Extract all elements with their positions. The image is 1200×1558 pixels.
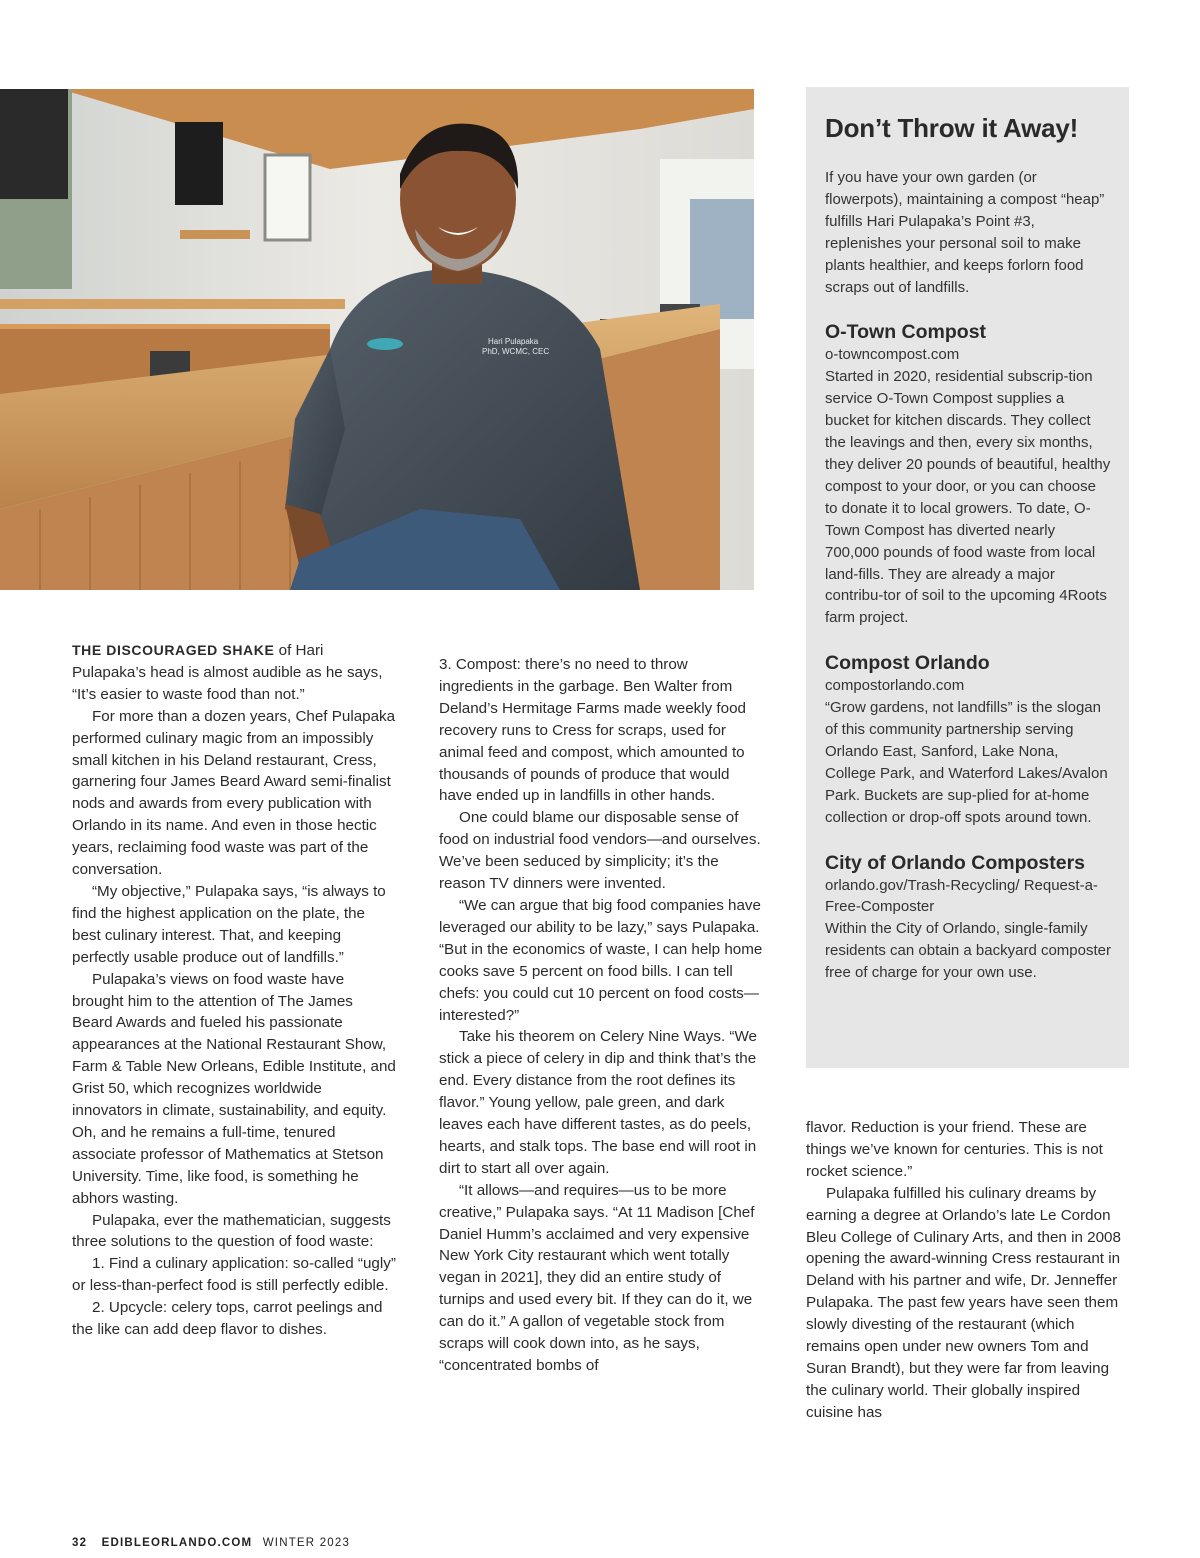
section-url: o-towncompost.com [825, 346, 960, 364]
paragraph: “It allows—and requires—us to be more creative,” Pulapaka says. “At 11 Madison [Chef Daniel Humm’s acclaimed and very expensive New York City restaurant which went totally vegan in 2021], they did an entire study of turnips and used every bit. If they can do it, we can do it.” A gallon of vegetable stock from scraps will cook down into, as he says, “concentrated bombs of [439, 1181, 755, 1374]
article-column-3 [806, 1117, 1130, 1424]
section-heading: O-Town Compost [825, 321, 987, 344]
paragraph: Pulapaka’s views on food waste have brought him to the attention of The James Beard Awards and fueled his passionate appearances at the National Restaurant Show, Farm & Table New Orleans, Edible Institute, and Grist 50, which recognizes worldwide innovators in climate, sustainability, and equity. Oh, and he remains a full-time, tenured associate professor of Mathematics at Stetson University. Time, like food, is something he abhors wasting. [72, 970, 396, 1207]
page-footer [72, 1537, 350, 1549]
page-number: 32 [72, 1537, 88, 1549]
paragraph-text: of Hari Pulapaka’s head is almost audible as he says, “It’s easier to waste food than not.” [72, 642, 383, 703]
section-url: orlando.gov/Trash-Recycling/ Request-a-Free-Composter [825, 876, 1098, 916]
jacket-logo-icon [367, 338, 403, 350]
sidebar-intro: If you have your own garden (or flowerpots), maintaining a compost “heap” fulfills Hari Pulapaka’s Point #3, replenishes your personal soil to make plants healthier, and keeps forlorn food scraps out of landfills. [825, 169, 1105, 296]
article-column-2 [439, 654, 763, 1377]
section-heading: Compost Orlando [825, 652, 990, 675]
sidebar-section-compost-orlando [825, 651, 1111, 828]
sidebar-title: Don’t Throw it Away! [825, 113, 1079, 143]
sidebar-box [806, 87, 1129, 1068]
kitchen-scene-illustration [0, 89, 754, 590]
paragraph: 1. Find a culinary application: so-called “ugly” or less-than-perfect food is still perfectly edible. [72, 1255, 396, 1295]
section-text: Within the City of Orlando, single-family residents can obtain a backyard composter free of charge for your own use. [825, 920, 1111, 982]
paragraph: 2. Upcycle: celery tops, carrot peelings and the like can add deep flavor to dishes. [72, 1299, 383, 1339]
paragraph: “My objective,” Pulapaka says, “is always to find the highest application on the plate, the best culinary interest. That, and keeping perfectly usable produce out of landfills.” [72, 882, 386, 966]
sidebar-section-otown [825, 320, 1111, 629]
article-column-1 [72, 640, 396, 1341]
paragraph: Pulapaka, ever the mathematician, suggests three solutions to the question of food waste: [72, 1211, 391, 1251]
issue-label: WINTER 2023 [262, 1537, 351, 1549]
section-url: compostorlando.com [825, 677, 965, 695]
lead-in: THE DISCOURAGED SHAKE [72, 642, 275, 658]
chef-photo [0, 89, 754, 590]
jacket-credentials-text: PhD, WCMC, CEC [482, 347, 550, 356]
paragraph: One could blame our disposable sense of food on industrial food vendors—and ourselves. We’ve been seduced by simplicity; it’s the reason TV dinners were invented. [439, 809, 761, 893]
paragraph: Pulapaka fulfilled his culinary dreams by earning a degree at Orlando’s late Le Cordon Bleu College of Culinary Arts, and then in 2008 opening the award-winning Cress restaurant in Deland with his partner and wife, Dr. Jenneffer Pulapaka. The past few years have seen them slowly divesting of the restaurant (which remains open under new owners Tom and Suran Brandt), but they were far from leaving the culinary world. Their globally inspired cuisine has [806, 1184, 1121, 1421]
paragraph [72, 640, 396, 706]
section-heading: City of Orlando Composters [825, 851, 1086, 874]
sidebar-section-city-composters [825, 851, 1111, 985]
section-text: Started in 2020, residential subscrip-tion service O-Town Compost supplies a bucket for kitchen discards. They collect the leavings and then, every six months, they deliver 20 pounds of beautiful, healthy compost to your door, or you can choose to donate it to local growers. To date, O-Town Compost has diverted nearly 700,000 pounds of food waste from local land-fills. They are already a major contribu-tor of soil to the upcoming 4Roots farm project. [825, 368, 1111, 627]
paragraph: “We can argue that big food companies have leveraged our ability to be lazy,” says Pulapaka. “But in the economics of waste, I can help home cooks save 5 percent on food bills. I can tell chefs: you could cut 10 percent on food costs—interested?” [439, 896, 763, 1024]
section-text: “Grow gardens, not landfills” is the slogan of this community partnership serving Orlando East, Sanford, Lake Nona, College Park, and Waterford Lakes/Avalon Park. Buckets are sup-plied for at-home collection or drop-off spots around town. [825, 699, 1108, 826]
paragraph: flavor. Reduction is your friend. These are things we’ve known for centuries. This is not rocket science.” [806, 1119, 1103, 1180]
site-name: EDIBLEORLANDO.COM [101, 1537, 253, 1549]
paragraph: 3. Compost: there’s no need to throw ingredients in the garbage. Ben Walter from Deland’s Hermitage Farms made weekly food recovery runs to Cress for scraps, used for animal feed and compost, which amounted to thousands of pounds of produce that would have ended up in landfills in other hands. [439, 656, 746, 805]
paragraph: For more than a dozen years, Chef Pulapaka performed culinary magic from an impossibly small kitchen in his Deland restaurant, Cress, garnering four James Beard Award semi-finalist nods and awards from every publication with Orlando in its name. And even in those hectic years, reclaiming food waste was part of the conversation. [72, 707, 396, 879]
paragraph: Take his theorem on Celery Nine Ways. “We stick a piece of celery in dip and think that’s the end. Every distance from the root defines its flavor.” Young yellow, pale green, and dark leaves each have different tastes, as do peels, hearts, and stalk tops. The base end will root in dirt to start all over again. [439, 1028, 757, 1177]
jacket-name-text: Hari Pulapaka [488, 337, 539, 346]
